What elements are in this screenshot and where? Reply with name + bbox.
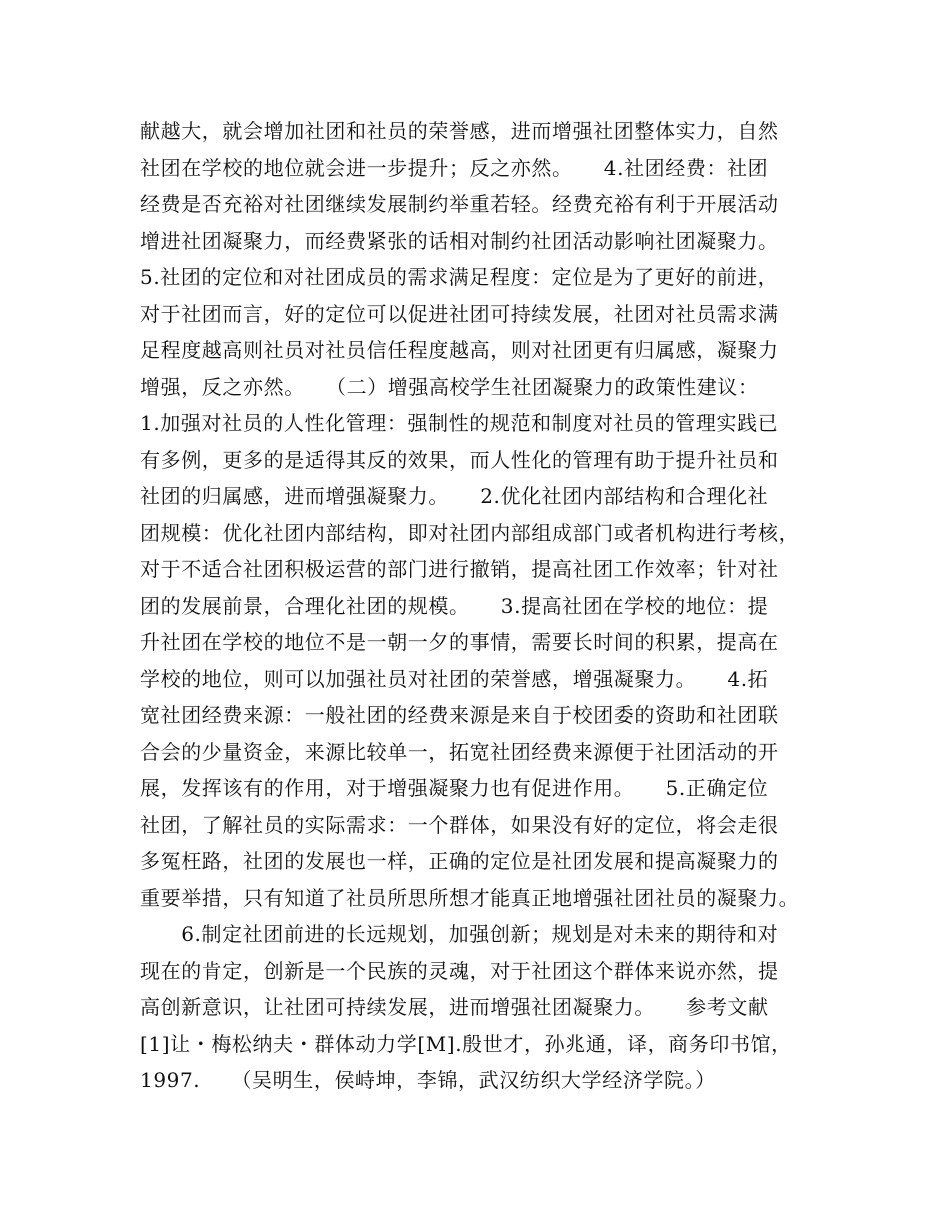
text-line: 有多例，更多的是适得其反的效果，而人性化的管理有助于提升社员和: [140, 447, 779, 472]
text-line: 6.制定社团前进的长远规划，加强创新；规划是对未来的期待和对: [140, 922, 779, 946]
text-line: 展，发挥该有的作用，对于增强凝聚力也有促进作用。 5.正确定位: [140, 776, 769, 800]
text-line: 高创新意识，让社团可持续发展，进而增强社团凝聚力。 参考文献: [140, 995, 769, 1019]
text-line: 1.加强对社员的人性化管理：强制性的规范和制度对社员的管理实践已: [140, 411, 779, 435]
text-line: 增强，反之亦然。 （二）增强高校学生社团凝聚力的政策性建议：: [140, 374, 759, 399]
text-line: 宽社团经费来源：一般社团的经费来源是来自于校团委的资助和社团联: [140, 703, 779, 727]
text-line: 对于不适合社团积极运营的部门进行撤销，提高社团工作效率；针对社: [140, 557, 779, 581]
body-text: [140, 113, 830, 1099]
text-line: 1997. （吴明生，侯峙坤，李锦，武汉纺织大学经济学院。）: [140, 1068, 716, 1092]
text-line: 社团在学校的地位就会进一步提升；反之亦然。 4.社团经费：社团: [140, 155, 769, 180]
text-line: 团的发展前景，合理化社团的规模。 3.提高社团在学校的地位：提: [140, 593, 769, 618]
text-line: 献越大，就会增加社团和社员的荣誉感，进而增强社团整体实力，自然: [140, 119, 779, 143]
text-line: 社团，了解社员的实际需求：一个群体，如果没有好的定位，将会走很: [140, 812, 779, 837]
text-line: 重要举措，只有知道了社员所思所想才能真正地增强社团社员的凝聚力。: [140, 885, 800, 910]
text-line: 现在的肯定，创新是一个民族的灵魂，对于社团这个群体来说亦然，提: [140, 958, 779, 983]
text-line: 增进社团凝聚力，而经费紧张的话相对制约社团活动影响社团凝聚力。: [140, 228, 779, 253]
text-line: 5.社团的定位和对社团成员的需求满足程度：定位是为了更好的前进，: [140, 265, 779, 289]
text-line: 学校的地位，则可以加强社员对社团的荣誉感，增强凝聚力。 4.拓: [140, 666, 769, 691]
text-line: 足程度越高则社员对社员信任程度越高，则对社团更有归属感，凝聚力: [140, 338, 779, 362]
text-line: 团规模：优化社团内部结构，即对社团内部组成部门或者机构进行考核，: [140, 520, 800, 545]
text-line: [1]让・梅松纳夫・群体动力学[M].殷世才，孙兆通，译，商务印书馆，: [140, 1031, 792, 1056]
text-line: 合会的少量资金，来源比较单一，拓宽社团经费来源便于社团活动的开: [140, 739, 779, 764]
text-line: 经费是否充裕对社团继续发展制约举重若轻。经费充裕有利于开展活动: [140, 192, 779, 216]
text-line: 社团的归属感，进而增强凝聚力。 2.优化社团内部结构和合理化社: [140, 484, 769, 508]
text-line: 多冤枉路，社团的发展也一样，正确的定位是社团发展和提高凝聚力的: [140, 849, 779, 873]
text-line: 对于社团而言，好的定位可以促进社团可持续发展，社团对社员需求满: [140, 301, 779, 326]
text-line: 升社团在学校的地位不是一朝一夕的事情，需要长时间的积累，提高在: [140, 630, 779, 654]
